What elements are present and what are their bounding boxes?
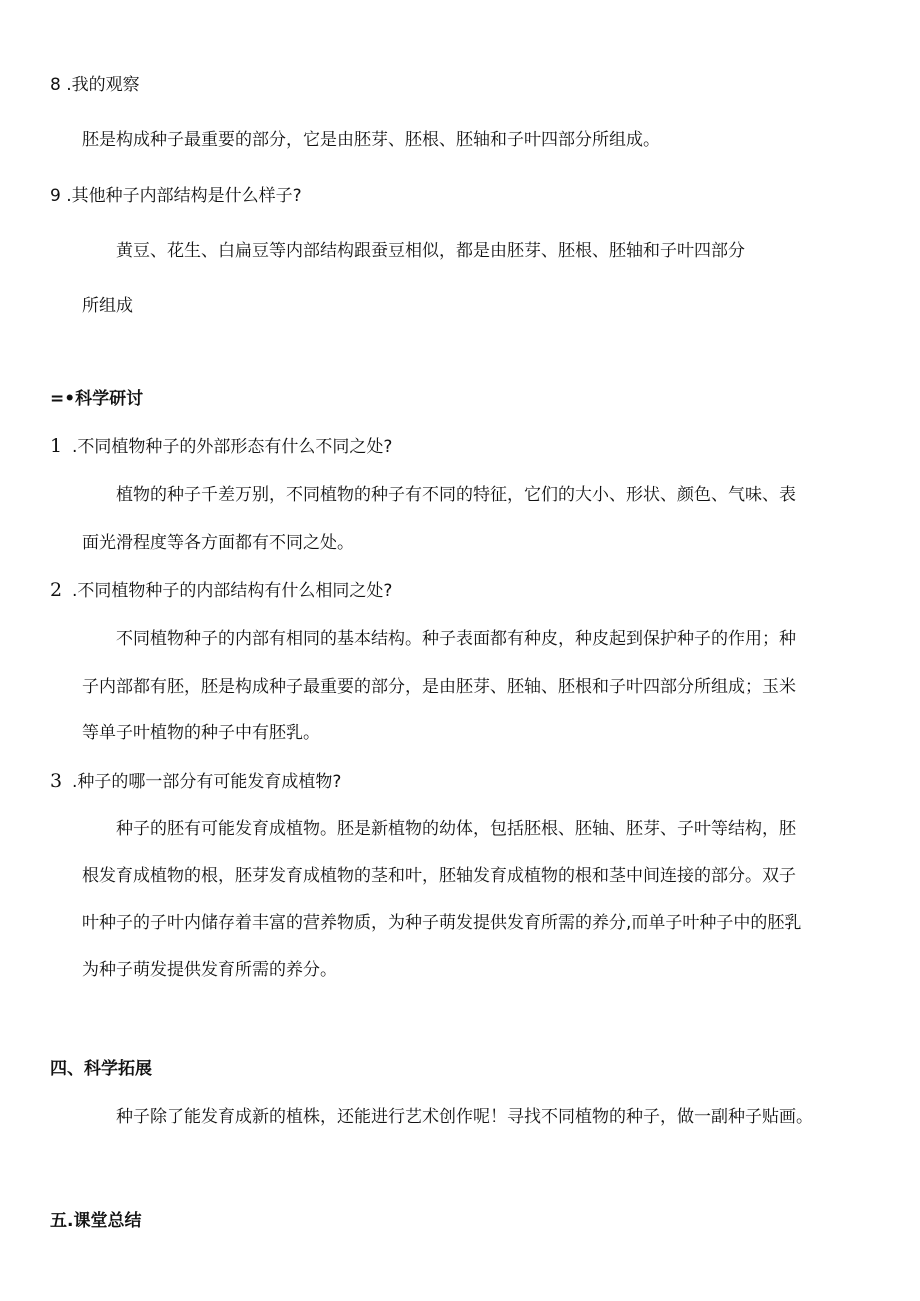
question-2 [50, 578, 392, 603]
observation-text: 胚是构成种子最重要的部分，它是由胚芽、胚根、胚轴和子叶四部分所组成。 [82, 130, 660, 150]
other-seeds-text-line-2: 所组成 [82, 296, 133, 316]
question-1-text: .不同植物种子的外部形态有什么不同之处? [72, 437, 393, 457]
answer-3-line-3: 叶种子的子叶内储存着丰富的营养物质，为种子萌发提供发育所需的养分,而单子叶种子中的胚乳 [82, 913, 802, 933]
answer-2-line-2: 子内部都有胚，胚是构成种子最重要的部分，是由胚芽、胚轴、胚根和子叶四部分所组成；玉米 [82, 677, 796, 697]
answer-3-line-2: 根发育成植物的根，胚芽发育成植物的茎和叶，胚轴发育成植物的根和茎中间连接的部分。双子 [82, 866, 796, 886]
other-seeds-text-line-1: 黄豆、花生、白扁豆等内部结构跟蚕豆相似，都是由胚芽、胚根、胚轴和子叶四部分 [116, 241, 745, 261]
answer-1-line-1: 植物的种子千差万别，不同植物的种子有不同的特征，它们的大小、形状、颜色、气味、表 [116, 485, 796, 505]
question-3 [50, 769, 341, 794]
answer-3-line-1: 种子的胚有可能发育成植物。胚是新植物的幼体，包括胚根、胚轴、胚芽、子叶等结构，胚 [116, 819, 796, 839]
section-title-summary: 五.课堂总结 [50, 1211, 142, 1231]
answer-2-line-1: 不同植物种子的内部有相同的基本结构。种子表面都有种皮，种皮起到保护种子的作用；种 [116, 629, 796, 649]
question-2-text: .不同植物种子的内部结构有什么相同之处? [72, 581, 393, 601]
question-3-number: 3 [50, 770, 63, 792]
answer-3-line-4: 为种子萌发提供发育所需的养分。 [82, 960, 337, 980]
extension-text: 种子除了能发育成新的植株，还能进行艺术创作呢！寻找不同植物的种子，做一副种子贴画。 [116, 1107, 813, 1127]
observation-heading: 8 .我的观察 [50, 75, 140, 95]
section-title-extension: 四、科学拓展 [50, 1059, 152, 1079]
question-1-number: 1 [50, 435, 63, 457]
other-seeds-heading: 9 .其他种子内部结构是什么样子? [50, 186, 302, 206]
question-2-number: 2 [50, 579, 63, 601]
section-title-discussion: =•科学研讨 [50, 389, 144, 409]
answer-1-line-2: 面光滑程度等各方面都有不同之处。 [82, 533, 354, 553]
question-3-text: .种子的哪一部分有可能发育成植物? [72, 772, 342, 792]
question-1 [50, 434, 392, 459]
answer-2-line-3: 等单子叶植物的种子中有胚乳。 [82, 723, 320, 743]
